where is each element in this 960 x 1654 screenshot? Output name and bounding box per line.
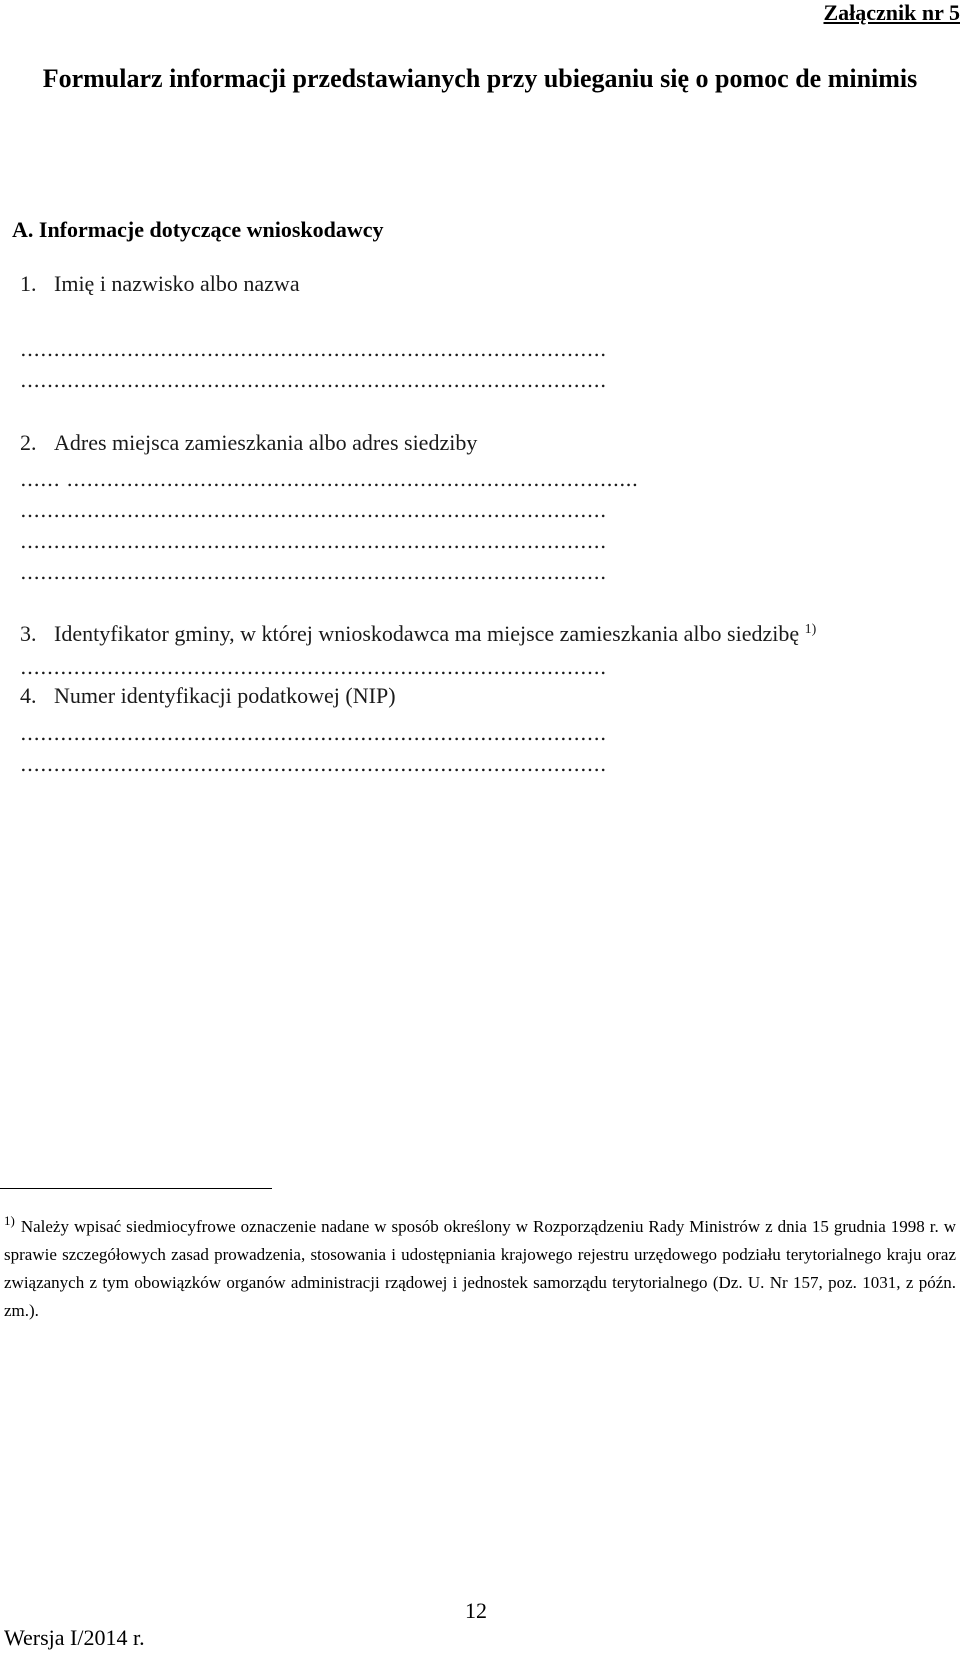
field-2-text: Adres miejsca zamieszkania albo adres siedziby (54, 430, 478, 455)
field-4-line-2[interactable]: ……………………………………………………………………………. (20, 752, 607, 776)
footnote-mark: 1) (4, 1213, 15, 1228)
field-1-line-2[interactable]: ……………………………………………………………………………. (20, 368, 607, 392)
footnote (4, 1207, 956, 1325)
version-label: Wersja I/2014 r. (4, 1625, 145, 1650)
field-1-number: 1. (20, 271, 37, 296)
footnote-text: Należy wpisać siedmiocyfrowe oznaczenie nadane w sposób określony w Rozporządzeniu Rady Ministrów z dnia 15 grudnia 1998 r. w sprawie szczegółowych zasad prowadzenia, stosowania i udostępniania krajowego rejestru urzędowego podziału terytorialnego kraju oraz związanych z tym obowiązków organów administracji rządowej i jednostek samorządu terytorialnego (Dz. U. Nr 157, poz. 1031, z późn. zm.). (4, 1217, 956, 1320)
field-3-text: Identyfikator gminy, w której wnioskodawca ma miejsce zamieszkania albo siedzibę (54, 621, 800, 646)
field-2-line-1[interactable]: …… ………………………………………………………………………..... (20, 467, 639, 491)
field-4-label (20, 683, 396, 709)
field-2-line-2[interactable]: ……………………………………………………………………………. (20, 498, 607, 522)
form-title: Formularz informacji przedstawianych przy ubieganiu się o pomoc de minimis (42, 64, 918, 93)
page-number: 12 (465, 1598, 487, 1623)
field-1-label (20, 271, 300, 297)
field-4-number: 4. (20, 683, 37, 708)
field-1-line-1[interactable]: ……………………………………………………………………………. (20, 337, 607, 361)
field-3-footnote-mark: 1) (804, 622, 817, 637)
field-1-text: Imię i nazwisko albo nazwa (54, 271, 300, 296)
attachment-label: Załącznik nr 5 (823, 0, 960, 25)
field-3-label (20, 621, 816, 647)
section-a-heading: A. Informacje dotyczące wnioskodawcy (12, 217, 384, 242)
field-4-line-1[interactable]: ……………………………………………………………………………. (20, 721, 607, 745)
field-2-label (20, 430, 477, 456)
field-2-line-3[interactable]: ……………………………………………………………………………. (20, 529, 607, 553)
field-3-line-1[interactable]: ……………………………………………………………………………. (20, 655, 607, 679)
footnote-separator (0, 1188, 272, 1189)
field-3-number: 3. (20, 621, 37, 646)
field-2-number: 2. (20, 430, 37, 455)
field-2-line-4[interactable]: ……………………………………………………………………………. (20, 560, 607, 584)
field-4-text: Numer identyfikacji podatkowej (NIP) (54, 683, 396, 708)
